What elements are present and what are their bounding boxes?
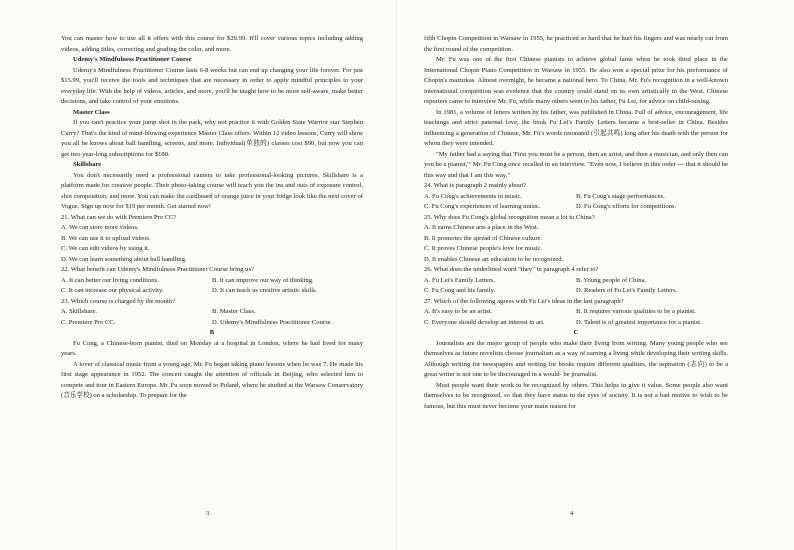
option: C. Fu Cong's experiences of learning music.: [424, 203, 541, 210]
options-row: [61, 318, 363, 329]
section-b-heading: B: [209, 329, 215, 336]
options-row: [424, 318, 728, 329]
options-row: [61, 286, 363, 297]
section-c-heading: C: [573, 329, 579, 336]
option: B. It promotes the spread of Chinese culture.: [424, 234, 543, 242]
question-26: 26. What does the underlined word "they" in paragraph 4 refer to?: [424, 266, 599, 273]
question-23: 23. Which course is charged by the month?: [61, 297, 176, 305]
page-3-column: [61, 34, 363, 402]
option: C. It can increase our physical activity.: [61, 287, 164, 294]
options-row: [424, 276, 728, 287]
paragraph: A lover of classical music from a young age, Mr. Fu began taking piano lessons when he was 7. He made his first stage appearance in 1952. The concert caught the attention of officials in Beijing, who selected him to compete and tour in Eastern Europe. Mr. Fu soon moved to Poland, where he studied at the Warsaw Conservatory (音乐学校) on a scholarship. To prepare for the: [61, 360, 363, 399]
option: C. It proves Chinese people's love for music.: [424, 245, 543, 252]
option: B. It requires various qualities to be a pianist.: [576, 308, 696, 315]
paragraph: You can master how to use all it offers with this course for $29.99. It'll cover various topics including adding videos, adding titles, correcting and grading the color, and more.: [61, 35, 363, 53]
question-27: 27. Which of the following agrees with Fu Lei's ideas in the last paragraph?: [424, 297, 624, 305]
option: B. Master Class.: [212, 308, 256, 315]
options-row: [61, 276, 363, 287]
paragraph: You don't necessarily need a professional camera to take professional-looking pictures. Skillshare is a platform made for creative people. Their photo-taking course will teach you the ins and outs of exposure control, shot composition, and more. You can make the cardboard of orange juice in your fridge look like the next cover of Vogue. Sign up now for $19 per month. Get started now!: [61, 171, 363, 210]
page-4-column: [424, 34, 728, 412]
option: A. We can store more videos.: [61, 224, 139, 231]
paragraph: Most people want their work to be recognized by others. This helps to give it value. Some people also want themselves to be recognized, so that they have status in the eyes of society. It is not a bad motive to wish to be famous, but this must never become your main reason for: [424, 381, 728, 410]
option: D. Fu Cong's efforts for competitions.: [576, 203, 677, 210]
option: D. It can teach us creative artistic skills.: [212, 287, 318, 294]
option: B. Young people of China.: [576, 276, 647, 284]
options-row: [424, 286, 728, 297]
option: D. Readers of Fu Lei's Family Letters.: [576, 287, 678, 294]
paragraph: If you can't practice your jump shot in the park, why not practice it with Golden State Warrior star Stephen Curry? That's the kind of mind-blowing experience Master Class offers. Within 12 video lessons, Curry will show you all he knows about ball handling, screens, and more. Individual(单独的) classes cost $90, but now you can get two year-long subscriptions for $180.: [61, 119, 363, 158]
option: B. It can improve our way of thinking.: [212, 276, 314, 284]
page-number: 3: [206, 510, 210, 517]
option: B. We can use it to upload videos.: [61, 234, 151, 242]
option: C. Premiere Pro CC.: [61, 318, 116, 326]
options-row: [424, 307, 728, 318]
option: C. Fu Cong and his family.: [424, 287, 496, 294]
option: D. We can learn something about ball handling.: [61, 255, 187, 263]
option: A. Skillshare.: [61, 308, 98, 315]
option: D. Udemy's Mindfulness Practitioner Course.: [212, 318, 333, 326]
heading-skillshare: Skillshare: [73, 161, 102, 168]
paragraph: Mr. Fu was one of the first Chinese pianists to achieve global fame when he took third place in the International Chopin Piano Competition in Warsaw in 1955. He also won a special prize for his performance of Chopin's mazurkas. Almost overnight, he became a national hero. To China, Mr. Fu's recognition in a well-known international competition was evidence that the country could stand on its own artistically in the West. Chinese reporters came to interview Mr. Fu, while many others went to his father, Fu Lei, for advice on child-raising.: [424, 56, 728, 105]
heading-master-class: Master Class: [73, 108, 110, 116]
options-row: [61, 307, 363, 318]
option: B. Fu Cong's stage performances.: [576, 192, 665, 200]
paragraph: Udemy's Mindfulness Practitioner Course lasts 6-8 weeks but can end up changing your life forever. For just $15.99, you'll receive the tools and techniques that are necessary in order to apply mindful principles to your everyday life. With the help of videos, articles, and more, you'll be taught how to be more self-aware, make better decisions, and take control of your emotions.: [61, 66, 363, 105]
options-row: [424, 192, 728, 203]
question-21: 21. What can we do with Premiere Pro CC?: [61, 213, 177, 221]
question-25: 25. Why does Fu Cong's global recognition mean a lot to China?: [424, 213, 595, 221]
paragraph: Journalists are the major group of people who make their living from writing. Many young people who see themselves as future novelists choose journalism as a way of earning a living while developing their writing skills. Although writing for newspapers and writing for books require different qualities, the aspiration (志向) to be a great writer is not one to be discouraged in a would- be journalist.: [424, 339, 728, 378]
option: A. It can better our living conditions.: [61, 276, 159, 284]
paragraph: Fu Cong, a Chinese-born pianist, died on Monday at a hospital in London, where he had lived for many years.: [61, 339, 363, 357]
option: A. Fu Cong's achievements in music.: [424, 192, 523, 200]
paragraph: "My father had a saying that 'First you must be a person, then an artist, and then a musician, and only then can you be a pianist,'" Mr. Fu Cong once recalled in an interview. "Even now, I believe in this order --- that it should be this way and that I am this way.": [424, 150, 729, 179]
option: D. Talent is of greatest importance for a pianist.: [576, 318, 702, 326]
page-fold: [396, 0, 397, 550]
option: D. It enables Chinese art education to be recognized.: [424, 255, 564, 263]
option: C. We can edit videos by using it.: [61, 245, 150, 252]
paragraph: fifth Chopin Competition in Warsaw in 1955, he practiced so hard that he hurt his fingers and was nearly cut from the first round of the competition.: [424, 35, 728, 53]
option: A. It's easy to be an artist.: [424, 308, 493, 315]
option: C. Everyone should develop an interest in art.: [424, 318, 545, 326]
question-24: 24. What is paragraph 2 mainly about?: [424, 182, 527, 189]
page-number: 4: [570, 510, 574, 517]
paragraph: In 1981, a volume of letters written by his father, was published in China. Full of advice, encouragement, life teachings and strict paternal love, the book Fu Lei's Family Letters became a best-seller in China. Besides influencing a generation of Chinese, Mr. Fu's words resonated (引起共鸣) long after his death with the person for whom they were intended.: [424, 108, 728, 147]
options-row: [424, 202, 728, 213]
heading-mindfulness: Udemy's Mindfulness Practitioner Course: [73, 56, 192, 63]
option: A. It earns Chinese arts a place in the West.: [424, 224, 539, 231]
option: A. Fu Lei's Family Letters.: [424, 276, 496, 284]
question-22: 22. What benefit can Udemy's Mindfulness Practitioner Course bring us?: [61, 266, 254, 273]
